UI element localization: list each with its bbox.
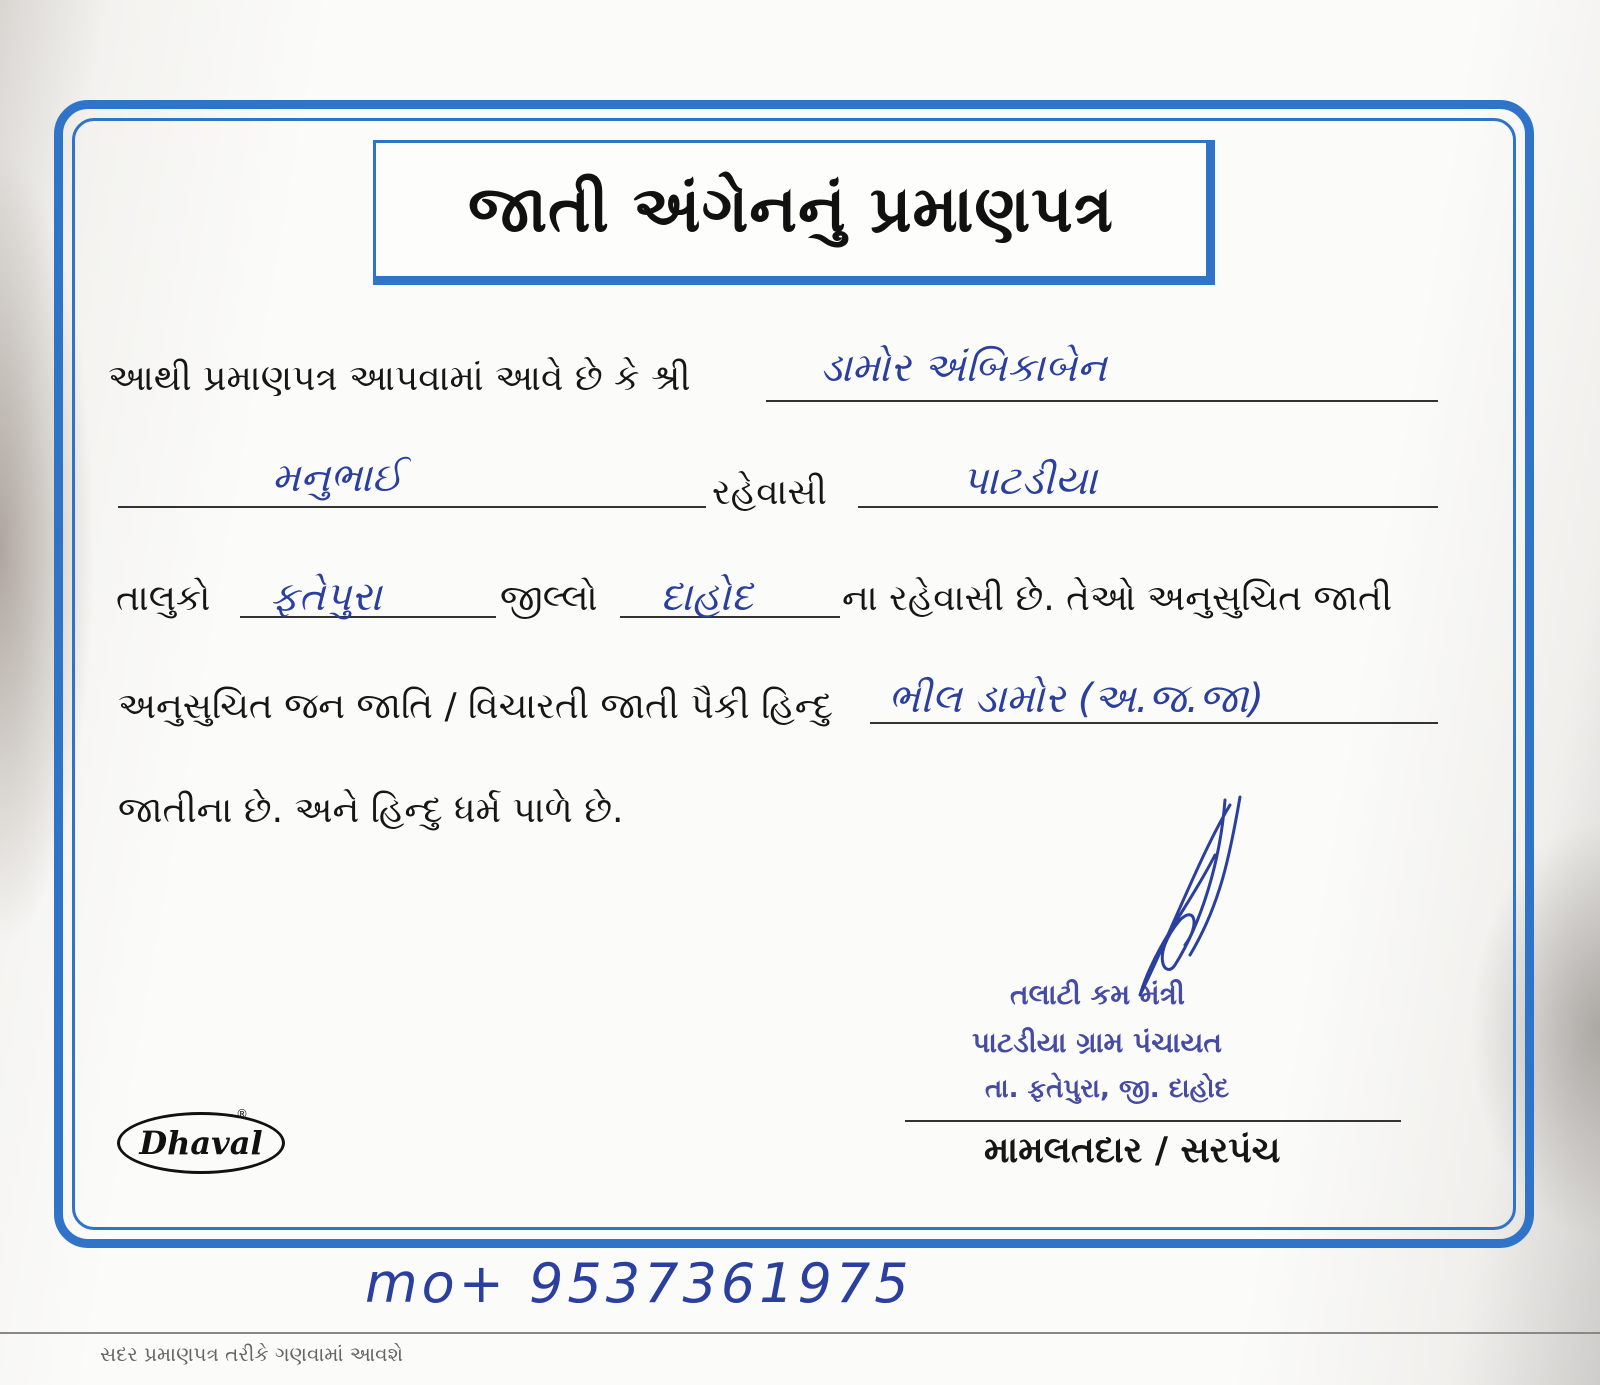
line1-prefix: આથી પ્રમાણપત્ર આપવામાં આવે છે કે શ્રી xyxy=(108,358,691,399)
handwritten-name: ડામોર અંબિકાબેન xyxy=(820,345,1107,391)
handwritten-village: પાટડીયા xyxy=(962,458,1097,504)
footer-rule xyxy=(0,1332,1600,1334)
village-underline xyxy=(858,506,1438,508)
handwritten-mobile: mo+ 9537361975 xyxy=(365,1252,913,1315)
father-name-underline xyxy=(118,506,706,508)
title-box xyxy=(373,140,1215,285)
logo-text: Dhaval xyxy=(139,1124,263,1162)
stamp-line2: પાટડીયા ગ્રામ પંચાયત xyxy=(972,1026,1222,1059)
stamp-line3: તા. ફતેપુરા, જી. દાહોદ xyxy=(985,1074,1230,1104)
line3-suffix: ના રહેવાસી છે. તેઓ અનુસુચિત જાતી xyxy=(842,578,1393,619)
name-underline xyxy=(766,400,1438,402)
handwritten-father-name: મનુભાઈ xyxy=(272,455,403,501)
certificate-title: જાતી અંગેનનું પ્રમાણપત્ર xyxy=(467,172,1115,247)
signature-underline xyxy=(905,1120,1401,1122)
residence-label: રહેવાસી xyxy=(712,472,827,513)
line4-prefix: અનુસુચિત જન જાતિ / વિચારતી જાતી પૈકી હિન્દુ xyxy=(118,686,833,727)
handwritten-caste: ભીલ ડામોર (અ.જ.જા) xyxy=(888,676,1264,722)
caste-underline xyxy=(870,722,1438,724)
signature-label: મામલતદાર / સરપંચ xyxy=(984,1130,1281,1171)
taluka-label: તાલુકો xyxy=(116,578,211,619)
footer-text: સદર પ્રમાણપત્ર તરીકે ગણવામાં આવશે xyxy=(100,1342,404,1366)
line5-text: જાતીના છે. અને હિન્દુ ધર્મ પાળે છે. xyxy=(118,790,624,831)
district-label: જીલ્લો xyxy=(500,578,598,619)
stamp-line1: તલાટી કમ મંત્રી xyxy=(1010,978,1185,1011)
handwritten-district: દાહોદ xyxy=(660,574,753,620)
dhaval-logo xyxy=(117,1112,285,1174)
handwritten-taluka: ફતેપુરા xyxy=(270,574,382,620)
registered-mark: ® xyxy=(236,1107,248,1121)
